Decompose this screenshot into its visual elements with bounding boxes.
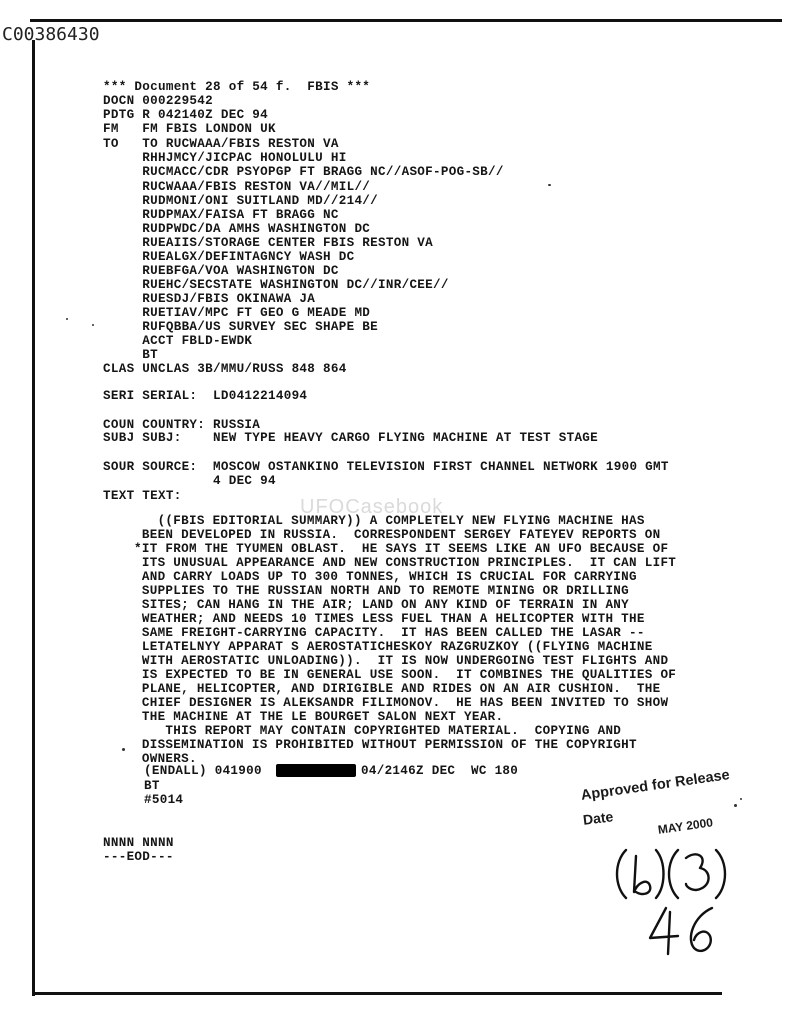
- body-line: ITS UNUSUAL APPEARANCE AND NEW CONSTRUCTION PRINCIPLES. IT CAN LIFT: [134, 556, 677, 570]
- header-line: RUEALGX/DEFINTAGNCY WASH DC: [103, 250, 355, 264]
- top-border-rule: [30, 19, 782, 22]
- header-line: BT: [103, 348, 159, 362]
- release-stamp-approved: Approved for Release: [580, 767, 731, 804]
- body-line: DISSEMINATION IS PROHIBITED WITHOUT PERMISSION OF THE COPYRIGHT: [134, 738, 637, 752]
- footer-line: ---EOD---: [103, 850, 174, 864]
- footer-line: NNNN NNNN: [103, 836, 174, 850]
- trailer-line: #5014: [144, 793, 184, 807]
- header-line: RUCMACC/CDR PSYOPGP FT BRAGG NC//ASOF-POG-SB//: [103, 165, 504, 179]
- scan-speck: [548, 184, 551, 186]
- scan-speck: [122, 748, 125, 751]
- watermark-text: UFOCasebook: [300, 496, 444, 518]
- header-line: RUEBFGA/VOA WASHINGTON DC: [103, 264, 339, 278]
- header-line: RUDPWDC/DA AMHS WASHINGTON DC: [103, 222, 371, 236]
- body-line: IS EXPECTED TO BE IN GENERAL USE SOON. IT COMBINES THE QUALITIES OF: [134, 668, 677, 682]
- body-line: WEATHER; AND NEEDS 10 TIMES LESS FUEL THAN A HELICOPTER WITH THE: [134, 612, 645, 626]
- header-line: DOCN 000229542: [103, 94, 214, 108]
- header-line: *** Document 28 of 54 f. FBIS ***: [103, 80, 371, 94]
- source-line: 4 DEC 94: [103, 474, 276, 488]
- header-line: RUEHC/SECSTATE WASHINGTON DC//INR/CEE//: [103, 278, 449, 292]
- scan-speck: [734, 804, 737, 807]
- body-line: AND CARRY LOADS UP TO 300 TONNES, WHICH IS CRUCIAL FOR CARRYING: [134, 570, 637, 584]
- body-line: ((FBIS EDITORIAL SUMMARY)) A COMPLETELY NEW FLYING MACHINE HAS: [134, 514, 645, 528]
- scan-speck: [92, 324, 94, 326]
- body-line: *IT FROM THE TYUMEN OBLAST. HE SAYS IT SEEMS LIKE AN UFO BECAUSE OF: [134, 542, 669, 556]
- body-line: SUPPLIES TO THE RUSSIAN NORTH AND TO REMOTE MINING OR DRILLING: [134, 584, 630, 598]
- body-line: THE MACHINE AT THE LE BOURGET SALON NEXT YEAR.: [134, 710, 504, 724]
- document-id: C00386430: [2, 24, 100, 45]
- bottom-border-rule: [32, 992, 722, 995]
- body-line: BEEN DEVELOPED IN RUSSIA. CORRESPONDENT SERGEY FATEYEV REPORTS ON: [134, 528, 661, 542]
- serial-line: SERI SERIAL: LD0412214094: [103, 389, 308, 403]
- classification-line: CLAS UNCLAS 3B/MMU/RUSS 848 864: [103, 362, 347, 376]
- handwritten-annotation: [608, 842, 738, 960]
- body-line: SITES; CAN HANG IN THE AIR; LAND ON ANY KIND OF TERRAIN IN ANY: [134, 598, 630, 612]
- redaction-bar: [276, 764, 356, 777]
- body-line: OWNERS.: [134, 752, 197, 766]
- header-line: RUETIAV/MPC FT GEO G MEADE MD: [103, 306, 371, 320]
- scan-speck: [740, 798, 742, 800]
- country-line: COUN COUNTRY: RUSSIA: [103, 418, 261, 432]
- body-line: THIS REPORT MAY CONTAIN COPYRIGHTED MATERIAL. COPYING AND: [134, 724, 622, 738]
- release-stamp-date-label: Date: [582, 808, 615, 828]
- body-line: PLANE, HELICOPTER, AND DIRIGIBLE AND RIDES ON AN AIR CUSHION. THE: [134, 682, 661, 696]
- header-line: RUFQBBA/US SURVEY SEC SHAPE BE: [103, 320, 379, 334]
- header-line: TO TO RUCWAAA/FBIS RESTON VA: [103, 137, 339, 151]
- header-line: RUDPMAX/FAISA FT BRAGG NC: [103, 208, 339, 222]
- endall-suffix: 04/2146Z DEC WC 180: [361, 764, 519, 778]
- left-border-rule: [32, 40, 35, 996]
- header-line: PDTG R 042140Z DEC 94: [103, 108, 269, 122]
- header-line: RHHJMCY/JICPAC HONOLULU HI: [103, 151, 347, 165]
- source-line: SOUR SOURCE: MOSCOW OSTANKINO TELEVISION FIRST CHANNEL NETWORK 1900 GMT: [103, 460, 669, 474]
- release-stamp-date-value: MAY 2000: [657, 815, 714, 837]
- trailer-line: BT: [144, 779, 160, 793]
- scan-speck: [66, 318, 68, 320]
- endall-prefix: (ENDALL) 041900: [144, 764, 262, 778]
- header-line: FM FM FBIS LONDON UK: [103, 122, 276, 136]
- body-line: SAME FREIGHT-CARRYING CAPACITY. IT HAS BEEN CALLED THE LASAR --: [134, 626, 645, 640]
- header-line: RUESDJ/FBIS OKINAWA JA: [103, 292, 316, 306]
- body-line: LETATELNYY APPARAT S AEROSTATICHESKOY RAZGRUZKOY ((FLYING MACHINE: [134, 640, 653, 654]
- header-line: ACCT FBLD-EWDK: [103, 334, 253, 348]
- body-line: CHIEF DESIGNER IS ALEKSANDR FILIMONOV. HE HAS BEEN INVITED TO SHOW: [134, 696, 669, 710]
- header-line: RUCWAAA/FBIS RESTON VA//MIL//: [103, 180, 371, 194]
- subject-line: SUBJ SUBJ: NEW TYPE HEAVY CARGO FLYING MACHINE AT TEST STAGE: [103, 431, 599, 445]
- text-label-line: TEXT TEXT:: [103, 489, 182, 503]
- header-line: RUEAIIS/STORAGE CENTER FBIS RESTON VA: [103, 236, 434, 250]
- header-line: RUDMONI/ONI SUITLAND MD//214//: [103, 194, 379, 208]
- body-line: WITH AEROSTATIC UNLOADING)). IT IS NOW UNDERGOING TEST FLIGHTS AND: [134, 654, 669, 668]
